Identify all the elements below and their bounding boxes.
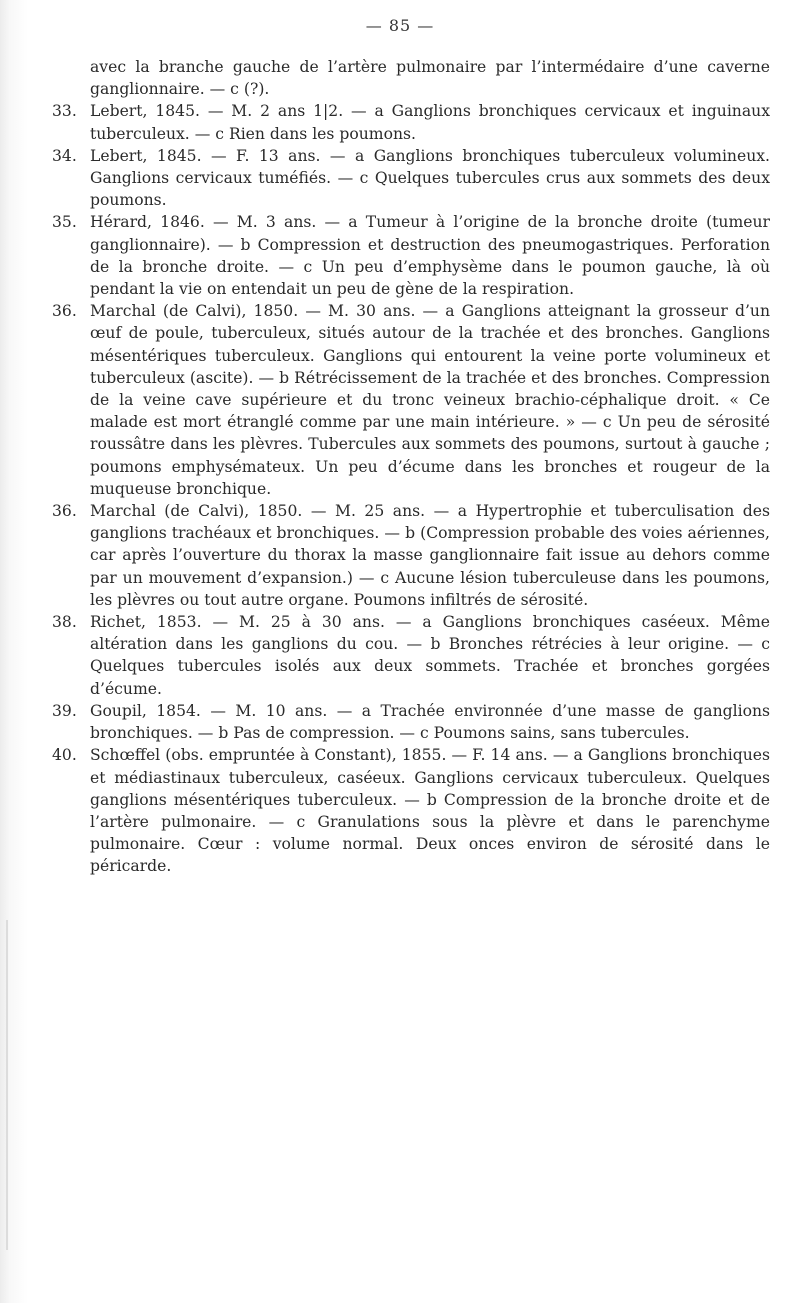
observation-entry-35 (52, 211, 770, 300)
observation-entry-39 (52, 700, 770, 744)
observation-entry-34 (52, 145, 770, 212)
entry-text: Lebert, 1845. — F. 13 ans. — a Ganglions bronchiques tuberculeux volumineux. Ganglions cervicaux tuméfiés. — c Quelques tubercules crus aux sommets des deux poumons. (90, 146, 770, 210)
entry-text: Hérard, 1846. — M. 3 ans. — a Tumeur à l’origine de la bronche droite (tumeur ganglionnaire). — b Compression et destruction des pneumogastriques. Perforation de la bronche droite. — c Un peu d’emphysème dans le poumon gauche, là où pendant la vie on entendait un peu de gène de la respiration. (90, 213, 770, 299)
entry-number: 35. (52, 213, 77, 232)
entry-text: Lebert, 1845. — M. 2 ans 1|2. — a Ganglions bronchiques cervicaux et inguinaux tuberculeux. — c Rien dans les poumons. (90, 102, 770, 143)
entry-text: Marchal (de Calvi), 1850. — M. 25 ans. — a Hypertrophie et tuberculisation des ganglions trachéaux et bronchiques. — b (Compression probable des voies aériennes, car après l’ouverture du thorax la masse ganglionnaire fait issue au dehors comme par un mouvement d’expansion.) — c Aucune lésion tuberculeuse dans les poumons, les plèvres ou tout autre organe. Poumons infiltrés de sérosité. (90, 502, 770, 609)
entry-number: 34. (52, 146, 77, 165)
entry-number: 40. (52, 746, 77, 765)
entry-text: Goupil, 1854. — M. 10 ans. — a Trachée environnée d’une masse de ganglions bronchiques. — b Pas de compression. — c Poumons sains, sans tubercules. (90, 701, 770, 743)
observations-list (52, 56, 770, 878)
entry-text: Marchal (de Calvi), 1850. — M. 30 ans. — a Ganglions atteignant la grosseur d’un œuf de poule, tuberculeux, situés autour de la trachée et des bronches. Ganglions mésentériques tuberculeux. Ganglions qui entourent la veine porte volumineux et tuberculeux (ascite). — b Rétrécissement de la trachée et des bronches. Compression de la veine cave supérieure et du tronc veineux brachio-céphalique droit. « Ce malade est mort étranglé comme par une main intérieure. » — c Un peu de sérosité roussâtre dans les plèvres. Tubercules aux sommets des poumons, surtout à gauche ; poumons emphysémateux. Un peu d’écume dans les bronches et rougeur de la muqueuse bronchique. (90, 302, 770, 498)
entry-number: 39. (52, 701, 77, 720)
observation-entry-33 (52, 100, 770, 144)
entry-text: Schœffel (obs. empruntée à Constant), 1855. — F. 14 ans. — a Ganglions bronchiques et médiastinaux tuberculeux, caséeux. Ganglions cervicaux tuberculeux. Quelques ganglions mésentériques tuberculeux. — b Compression de la bronche droite et de l’artère pulmonaire. — c Granulations sous la plèvre et dans le parenchyme pulmonaire. Cœur : volume normal. Deux onces environ de sérosité dans le péricarde. (90, 746, 770, 876)
observation-entry-36a (52, 300, 770, 500)
observation-entry-36b (52, 500, 770, 611)
entry-text: Richet, 1853. — M. 25 à 30 ans. — a Ganglions bronchiques caséeux. Même altération dans les ganglions du cou. — b Bronches rétrécies à leur origine. — c Quelques tubercules isolés aux deux sommets. Trachée et bronches gorgées d’écume. (90, 613, 770, 698)
continued-paragraph: avec la branche gauche de l’artère pulmonaire par l’intermédaire d’une caverne ganglionnaire. — c (?). (90, 58, 770, 99)
page-number: — 85 — (365, 16, 435, 35)
entry-number: 38. (52, 613, 77, 632)
entry-number: 36. (52, 302, 77, 321)
entry-number: 33. (52, 102, 77, 121)
observation-entry-38 (52, 611, 770, 700)
binding-shadow (6, 920, 8, 1250)
entry-number: 36. (52, 502, 77, 521)
observation-entry-40 (52, 744, 770, 877)
